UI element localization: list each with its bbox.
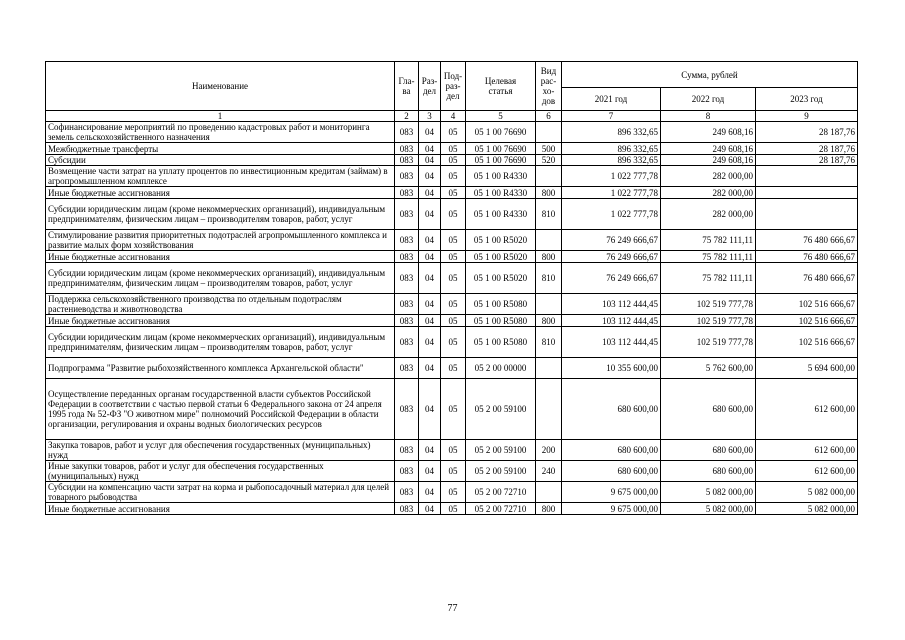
row-podrazdel: 05 [441,155,466,166]
row-glava: 083 [395,187,419,199]
table-body [46,122,858,515]
row-podrazdel: 05 [441,230,466,251]
row-glava: 083 [395,461,419,482]
row-sum-2023: 5 082 000,00 [756,482,858,503]
table-row [46,461,858,482]
row-vid-rashodov: 810 [536,263,562,294]
col-number: 9 [756,111,858,122]
row-razdel: 04 [419,263,441,294]
row-glava: 083 [395,327,419,358]
row-glava: 083 [395,482,419,503]
header-podrazdel [441,62,466,111]
row-tselevaya-statya: 05 1 00 76690 [466,122,536,143]
row-tselevaya-statya: 05 2 00 59100 [466,440,536,461]
row-tselevaya-statya: 05 1 00 R5020 [466,230,536,251]
row-name: Возмещение части затрат на уплату процентов по инвестиционным кредитам (займам) в агропромышленном комплексе [46,166,395,187]
row-vid-rashodov [536,230,562,251]
row-sum-2022: 5 082 000,00 [661,503,756,515]
row-vid-rashodov: 800 [536,251,562,263]
row-podrazdel: 05 [441,461,466,482]
row-tselevaya-statya: 05 2 00 00000 [466,358,536,379]
row-vid-rashodov: 240 [536,461,562,482]
row-sum-2023: 612 600,00 [756,461,858,482]
col-number: 2 [395,111,419,122]
row-podrazdel: 05 [441,199,466,230]
col-number: 5 [466,111,536,122]
row-razdel: 04 [419,327,441,358]
row-sum-2022: 282 000,00 [661,166,756,187]
row-tselevaya-statya: 05 1 00 76690 [466,143,536,155]
row-sum-2023: 28 187,76 [756,122,858,143]
header-summa: Сумма, рублей [562,62,858,88]
row-sum-2021: 103 112 444,45 [562,327,661,358]
row-name: Иные закупки товаров, работ и услуг для обеспечения государственных (муниципальных) нужд [46,461,395,482]
row-sum-2021: 680 600,00 [562,461,661,482]
row-name: Субсидии на компенсацию части затрат на корма и рыбопосадочный материал для целей товарного рыбоводства [46,482,395,503]
row-sum-2021: 9 675 000,00 [562,482,661,503]
row-sum-2023: 28 187,76 [756,155,858,166]
row-vid-rashodov: 200 [536,440,562,461]
header-vid [536,62,562,111]
row-name: Иные бюджетные ассигнования [46,503,395,515]
header-razdel [419,62,441,111]
row-name: Стимулирование развития приоритетных подотраслей агропромышленного комплекса и развитие малых форм хозяйствования [46,230,395,251]
table-row [46,263,858,294]
row-razdel: 04 [419,230,441,251]
row-sum-2021: 680 600,00 [562,379,661,440]
budget-table [45,61,858,515]
row-podrazdel: 05 [441,379,466,440]
row-sum-2021: 896 332,65 [562,122,661,143]
table-row [46,199,858,230]
header-year-2022: 2022 год [661,88,756,111]
header-vid-text: Вид рас- хо- дов [540,66,557,106]
col-number: 3 [419,111,441,122]
row-sum-2023 [756,187,858,199]
row-sum-2022: 5 762 600,00 [661,358,756,379]
row-vid-rashodov: 800 [536,315,562,327]
table-row [46,440,858,461]
table-row [46,143,858,155]
row-sum-2021: 1 022 777,78 [562,187,661,199]
row-podrazdel: 05 [441,358,466,379]
row-vid-rashodov [536,122,562,143]
table-row [46,379,858,440]
row-podrazdel: 05 [441,263,466,294]
row-vid-rashodov: 800 [536,187,562,199]
row-sum-2021: 1 022 777,78 [562,166,661,187]
row-sum-2023: 28 187,76 [756,143,858,155]
row-name: Субсидии юридическим лицам (кроме некоммерческих организаций), индивидуальным предпринимателям, физическим лицам – производителям товаров, работ, услуг [46,327,395,358]
row-razdel: 04 [419,461,441,482]
row-name: Иные бюджетные ассигнования [46,315,395,327]
row-sum-2022: 102 519 777,78 [661,294,756,315]
row-name: Подпрограмма "Развитие рыбохозяйственного комплекса Архангельской области" [46,358,395,379]
row-sum-2021: 10 355 600,00 [562,358,661,379]
col-number: 8 [661,111,756,122]
row-sum-2022: 282 000,00 [661,187,756,199]
row-sum-2023: 76 480 666,67 [756,251,858,263]
row-sum-2021: 76 249 666,67 [562,251,661,263]
row-sum-2023: 102 516 666,67 [756,315,858,327]
row-name: Осуществление переданных органам государственной власти субъектов Российской Федерации в соответствии с частью первой статьи 6 Федерального закона от 24 апреля 1995 года № 52-ФЗ "О животном мире" полномочий Российской Федерации в области организации, регулирования и охраны водных биологических ресурсов [46,379,395,440]
row-sum-2021: 896 332,65 [562,155,661,166]
header-glava [395,62,419,111]
row-sum-2023: 76 480 666,67 [756,263,858,294]
row-sum-2022: 282 000,00 [661,199,756,230]
row-razdel: 04 [419,503,441,515]
row-sum-2023: 612 600,00 [756,440,858,461]
row-tselevaya-statya: 05 1 00 R5080 [466,315,536,327]
row-razdel: 04 [419,122,441,143]
row-sum-2022: 680 600,00 [661,379,756,440]
row-razdel: 04 [419,199,441,230]
row-sum-2021: 680 600,00 [562,440,661,461]
row-sum-2021: 896 332,65 [562,143,661,155]
row-sum-2021: 103 112 444,45 [562,315,661,327]
row-glava: 083 [395,143,419,155]
row-razdel: 04 [419,294,441,315]
row-podrazdel: 05 [441,482,466,503]
row-razdel: 04 [419,187,441,199]
table-row [46,358,858,379]
row-sum-2022: 249 608,16 [661,122,756,143]
row-razdel: 04 [419,143,441,155]
row-sum-2021: 76 249 666,67 [562,263,661,294]
row-vid-rashodov: 520 [536,155,562,166]
row-tselevaya-statya: 05 1 00 R5080 [466,327,536,358]
row-name: Межбюджетные трансферты [46,143,395,155]
row-vid-rashodov [536,482,562,503]
row-tselevaya-statya: 05 2 00 72710 [466,482,536,503]
row-tselevaya-statya: 05 1 00 R4330 [466,199,536,230]
row-sum-2023 [756,166,858,187]
table-row [46,482,858,503]
row-sum-2023 [756,199,858,230]
row-podrazdel: 05 [441,166,466,187]
row-podrazdel: 05 [441,143,466,155]
row-sum-2022: 102 519 777,78 [661,315,756,327]
table-row [46,294,858,315]
row-sum-2023: 5 694 600,00 [756,358,858,379]
row-vid-rashodov: 810 [536,327,562,358]
col-number: 4 [441,111,466,122]
row-vid-rashodov [536,294,562,315]
row-glava: 083 [395,294,419,315]
row-name: Иные бюджетные ассигнования [46,187,395,199]
row-sum-2022: 680 600,00 [661,461,756,482]
table-row [46,503,858,515]
row-podrazdel: 05 [441,315,466,327]
row-sum-2021: 1 022 777,78 [562,199,661,230]
row-razdel: 04 [419,358,441,379]
row-glava: 083 [395,315,419,327]
header-name: Наименование [46,62,395,111]
row-glava: 083 [395,379,419,440]
row-glava: 083 [395,166,419,187]
row-podrazdel: 05 [441,440,466,461]
row-vid-rashodov: 500 [536,143,562,155]
row-glava: 083 [395,503,419,515]
row-sum-2021: 103 112 444,45 [562,294,661,315]
row-glava: 083 [395,251,419,263]
row-tselevaya-statya: 05 2 00 59100 [466,461,536,482]
row-sum-2022: 75 782 111,11 [661,263,756,294]
table-row [46,187,858,199]
row-sum-2023: 5 082 000,00 [756,503,858,515]
row-sum-2022: 249 608,16 [661,143,756,155]
header-tselevaya-text: Целевая статья [484,76,517,96]
column-number-row [46,111,858,122]
row-razdel: 04 [419,379,441,440]
table-row [46,327,858,358]
row-vid-rashodov [536,358,562,379]
row-sum-2022: 102 519 777,78 [661,327,756,358]
row-glava: 083 [395,440,419,461]
table-row [46,155,858,166]
row-name: Закупка товаров, работ и услуг для обеспечения государственных (муниципальных) нужд [46,440,395,461]
row-sum-2023: 102 516 666,67 [756,327,858,358]
row-razdel: 04 [419,315,441,327]
row-name: Субсидии юридическим лицам (кроме некоммерческих организаций), индивидуальным предпринимателям, физическим лицам – производителям товаров, работ, услуг [46,263,395,294]
row-tselevaya-statya: 05 1 00 R4330 [466,166,536,187]
row-glava: 083 [395,230,419,251]
table-row [46,315,858,327]
row-razdel: 04 [419,166,441,187]
row-razdel: 04 [419,482,441,503]
row-sum-2022: 75 782 111,11 [661,230,756,251]
row-vid-rashodov [536,166,562,187]
row-glava: 083 [395,263,419,294]
row-tselevaya-statya: 05 1 00 R5020 [466,263,536,294]
row-podrazdel: 05 [441,503,466,515]
row-sum-2021: 76 249 666,67 [562,230,661,251]
row-sum-2023: 76 480 666,67 [756,230,858,251]
row-razdel: 04 [419,440,441,461]
row-tselevaya-statya: 05 2 00 59100 [466,379,536,440]
row-tselevaya-statya: 05 1 00 R4330 [466,187,536,199]
header-razdel-text: Раз- дел [421,76,438,96]
row-tselevaya-statya: 05 2 00 72710 [466,503,536,515]
table-row [46,166,858,187]
row-vid-rashodov [536,379,562,440]
row-name: Софинансирование мероприятий по проведению кадастровых работ и мониторинга земель сельскохозяйственного назначения [46,122,395,143]
header-podrazdel-text: Под- раз- дел [443,71,463,101]
row-podrazdel: 05 [441,294,466,315]
row-sum-2023: 102 516 666,67 [756,294,858,315]
row-sum-2022: 5 082 000,00 [661,482,756,503]
row-podrazdel: 05 [441,251,466,263]
row-podrazdel: 05 [441,327,466,358]
row-vid-rashodov: 810 [536,199,562,230]
row-glava: 083 [395,155,419,166]
header-tselevaya [466,62,536,111]
header-glava-text: Гла- ва [398,76,415,96]
row-sum-2023: 612 600,00 [756,379,858,440]
table-row [46,251,858,263]
row-glava: 083 [395,199,419,230]
col-number: 7 [562,111,661,122]
table-row [46,122,858,143]
page-number: 77 [447,603,458,614]
row-sum-2022: 680 600,00 [661,440,756,461]
row-razdel: 04 [419,155,441,166]
row-sum-2021: 9 675 000,00 [562,503,661,515]
row-sum-2022: 249 608,16 [661,155,756,166]
header-year-2023: 2023 год [756,88,858,111]
row-glava: 083 [395,358,419,379]
row-name: Иные бюджетные ассигнования [46,251,395,263]
col-number: 1 [46,111,395,122]
row-tselevaya-statya: 05 1 00 76690 [466,155,536,166]
row-vid-rashodov: 800 [536,503,562,515]
header-year-2021: 2021 год [562,88,661,111]
row-razdel: 04 [419,251,441,263]
row-tselevaya-statya: 05 1 00 R5020 [466,251,536,263]
row-sum-2022: 75 782 111,11 [661,251,756,263]
row-podrazdel: 05 [441,122,466,143]
row-glava: 083 [395,122,419,143]
row-podrazdel: 05 [441,187,466,199]
row-name: Субсидии юридическим лицам (кроме некоммерческих организаций), индивидуальным предпринимателям, физическим лицам – производителям товаров, работ, услуг [46,199,395,230]
row-name: Поддержка сельскохозяйственного производства по отдельным подотраслям растениеводства и животноводства [46,294,395,315]
row-tselevaya-statya: 05 1 00 R5080 [466,294,536,315]
row-name: Субсидии [46,155,395,166]
col-number: 6 [536,111,562,122]
table-row [46,230,858,251]
